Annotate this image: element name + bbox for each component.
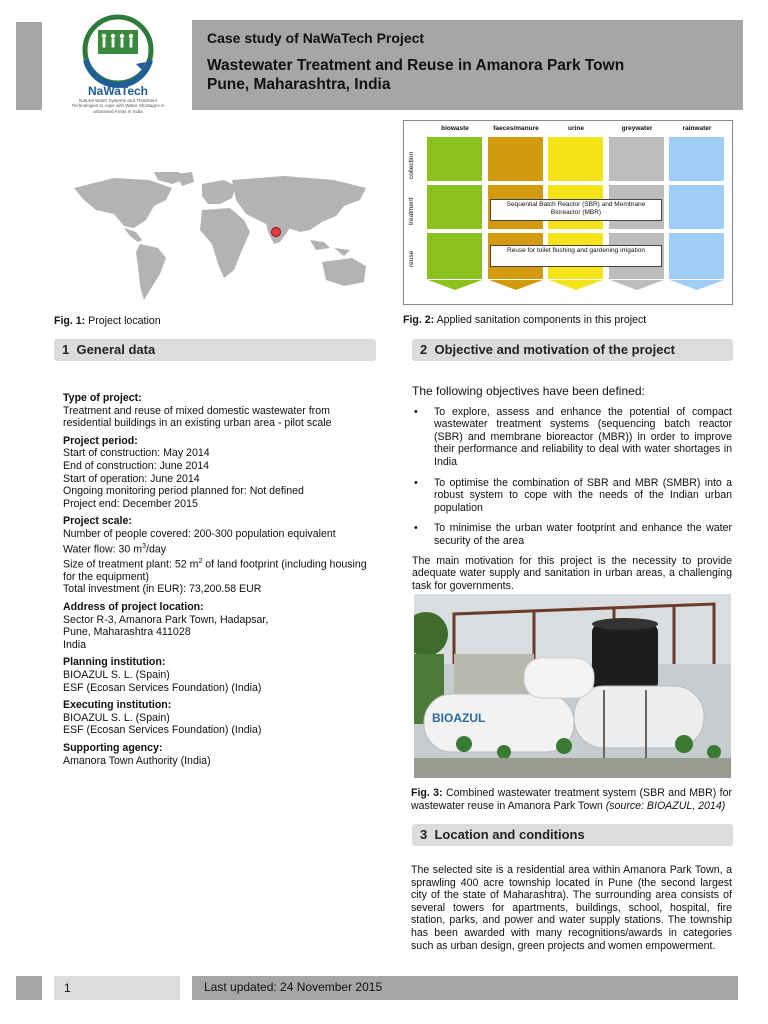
scale-line: Number of people covered: 200-300 population equivalent bbox=[63, 527, 336, 540]
cell-faeces-collection bbox=[488, 137, 543, 181]
fig3-caption bbox=[411, 787, 732, 812]
photo-illustration bbox=[414, 594, 731, 778]
address-heading: Address of project location: bbox=[63, 600, 204, 613]
col-header-greywater: greywater bbox=[621, 125, 653, 132]
executing-heading: Executing institution: bbox=[63, 699, 172, 712]
col-header-rainwater: rainwater bbox=[682, 125, 712, 132]
section-1-title: General data bbox=[76, 342, 156, 357]
supporting-heading: Supporting agency: bbox=[63, 741, 163, 754]
section-3-title: Location and conditions bbox=[434, 827, 585, 842]
size-exp: 2 bbox=[198, 557, 203, 565]
logo-name: NaWaTech bbox=[87, 84, 148, 98]
tank-brand: BIOAZUL bbox=[432, 711, 486, 725]
flow-text: Water flow: 30 m bbox=[63, 543, 143, 556]
period-heading: Project period: bbox=[63, 434, 138, 447]
treatment-plant-photo bbox=[414, 594, 731, 778]
fig3-text: Combined wastewater treatment system (SBR and MBR) for wastewater reuse in Amanora Park Town bbox=[411, 787, 732, 812]
investment-line: Total investment (in EUR): 73,200.58 EUR bbox=[63, 583, 262, 596]
logo-tagline: Natural Water Systems and Treatment Technologies to cope with Water Shortages in urbanised Areas in India bbox=[71, 98, 165, 114]
objective-item: • To explore, assess and enhance the potential of compact wastewater treatment systems (sequencing batch reactor (SBR) and membrane bioreactor (MBR)) in order to improve their performance and reliability to deal with water shortages in India bbox=[412, 406, 732, 469]
fig2-caption bbox=[403, 314, 646, 327]
row-label-reuse: reuse bbox=[408, 250, 415, 267]
fig3-label: Fig. 3: bbox=[411, 787, 443, 799]
scale-heading: Project scale: bbox=[63, 515, 132, 528]
section-1-header bbox=[54, 339, 376, 361]
section-3-header bbox=[412, 824, 733, 846]
size-rest: of land footprint (including housing for the equipment) bbox=[63, 558, 367, 583]
address-line: Pune, Maharashtra 411028 bbox=[63, 626, 191, 639]
page-number: 1 bbox=[64, 981, 71, 995]
period-line: Project end: December 2015 bbox=[63, 497, 198, 510]
arrow-faeces bbox=[489, 280, 543, 290]
world-map-svg bbox=[54, 170, 384, 310]
period-line: Start of construction: May 2014 bbox=[63, 447, 210, 460]
row-label-collection: collection bbox=[408, 151, 415, 179]
page-number-box bbox=[54, 976, 180, 1000]
objectives bbox=[412, 385, 732, 592]
title-line-1: Wastewater Treatment and Reuse in Amanora Park Town bbox=[207, 57, 625, 74]
size-text: Size of treatment plant: 52 m bbox=[63, 558, 199, 571]
executing-line: ESF (Ecosan Services Foundation) (India) bbox=[63, 724, 262, 737]
address-line: Sector R-3, Amanora Park Town, Hadapsar, bbox=[63, 613, 269, 626]
col-header-faeces: faeces/manure bbox=[493, 125, 539, 132]
section-2-header bbox=[412, 339, 733, 361]
type-text: Treatment and reuse of mixed domestic wastewater from residential buildings in an existing urban area - pilot scale bbox=[63, 404, 332, 430]
arrow-rainwater bbox=[670, 280, 724, 290]
reuse-box: Reuse for toilet flushing and gardening irrigation bbox=[490, 245, 662, 267]
cell-biowaste-treatment bbox=[427, 185, 482, 229]
objective-item: • To minimise the urban water footprint and enhance the water security of the area bbox=[412, 522, 732, 547]
location-text: The selected site is a residential area within Amanora Park Town, a sprawling 400 acre township located in Pune (the second largest city of the state of Maharashtra). The surrounding area consists of several towers for apartments, buildings, school, hospital, fire station, parks, and power and water supply stations. The township has been awarded with many recognitions/awards in categories such as urban design, green projects and women empowerment. bbox=[411, 864, 732, 952]
last-updated: Last updated: 24 November 2015 bbox=[204, 980, 383, 994]
supporting-line: Amanora Town Authority (India) bbox=[63, 754, 211, 767]
cell-greywater-collection bbox=[609, 137, 664, 181]
cell-rainwater-collection bbox=[669, 137, 724, 181]
planning-heading: Planning institution: bbox=[63, 656, 166, 669]
title-banner bbox=[192, 20, 743, 110]
flow-unit: /day bbox=[146, 543, 167, 556]
world-map bbox=[54, 170, 384, 310]
motivation-text: The main motivation for this project is the necessity to provide adequate water supply and sanitation in urban areas, a challenging task for governments. bbox=[412, 554, 732, 592]
plant-size-line bbox=[63, 556, 373, 584]
page-title bbox=[207, 56, 624, 94]
nawatech-logo bbox=[62, 12, 174, 120]
title-line-2: Pune, Maharashtra, India bbox=[207, 76, 391, 93]
objectives-intro: The following objectives have been defined: bbox=[412, 384, 645, 398]
section-3-number: 3 bbox=[420, 827, 428, 842]
logo-icon bbox=[62, 12, 174, 92]
location-marker bbox=[272, 228, 281, 237]
cell-biowaste-reuse bbox=[427, 233, 482, 279]
arrow-biowaste bbox=[428, 280, 482, 290]
cell-biowaste-collection bbox=[427, 137, 482, 181]
footer-left-accent bbox=[16, 976, 42, 1000]
arrow-urine bbox=[549, 280, 603, 290]
planning-line: ESF (Ecosan Services Foundation) (India) bbox=[63, 681, 262, 694]
cell-urine-collection bbox=[548, 137, 603, 181]
water-flow-line bbox=[63, 541, 373, 556]
cell-rainwater-reuse bbox=[669, 233, 724, 279]
col-header-biowaste: biowaste bbox=[441, 125, 469, 132]
treatment-box: Sequential Batch Reactor (SBR) and Membrane Bioreactor (MBR) bbox=[490, 199, 662, 221]
objectives-list bbox=[412, 406, 732, 548]
arrow-greywater bbox=[610, 280, 664, 290]
executing-line: BIOAZUL S. L. (Spain) bbox=[63, 711, 170, 724]
flow-exp: 3 bbox=[142, 542, 146, 550]
fig2-label: Fig. 2: bbox=[403, 314, 435, 326]
objective-item: • To optimise the combination of SBR and MBR (SMBR) into a robust system to cope with the needs of the Indian urban population bbox=[412, 477, 732, 515]
section-2-title: Objective and motivation of the project bbox=[434, 342, 676, 357]
left-accent-bar bbox=[16, 22, 42, 110]
footer-bar bbox=[192, 976, 738, 1000]
kicker: Case study of NaWaTech Project bbox=[207, 30, 425, 46]
section-2-number: 2 bbox=[420, 342, 428, 357]
period-line: Ongoing monitoring period planned for: Not defined bbox=[63, 485, 304, 498]
sanitation-diagram bbox=[403, 120, 733, 305]
fig3-source: (source: BIOAZUL, 2014) bbox=[605, 799, 726, 812]
general-data bbox=[63, 392, 373, 767]
row-label-treatment: treatment bbox=[408, 197, 415, 225]
type-heading: Type of project: bbox=[63, 392, 142, 404]
period-line: Start of operation: June 2014 bbox=[63, 472, 200, 485]
fig1-caption bbox=[54, 315, 161, 328]
fig1-text: Project location bbox=[88, 315, 161, 327]
section-1-number: 1 bbox=[62, 342, 70, 357]
col-header-urine: urine bbox=[568, 125, 584, 132]
planning-line: BIOAZUL S. L. (Spain) bbox=[63, 668, 170, 681]
cell-rainwater-treatment bbox=[669, 185, 724, 229]
period-line: End of construction: June 2014 bbox=[63, 459, 210, 472]
address-line: India bbox=[63, 638, 86, 651]
fig1-label: Fig. 1: bbox=[54, 315, 86, 327]
fig2-text: Applied sanitation components in this project bbox=[436, 314, 647, 326]
